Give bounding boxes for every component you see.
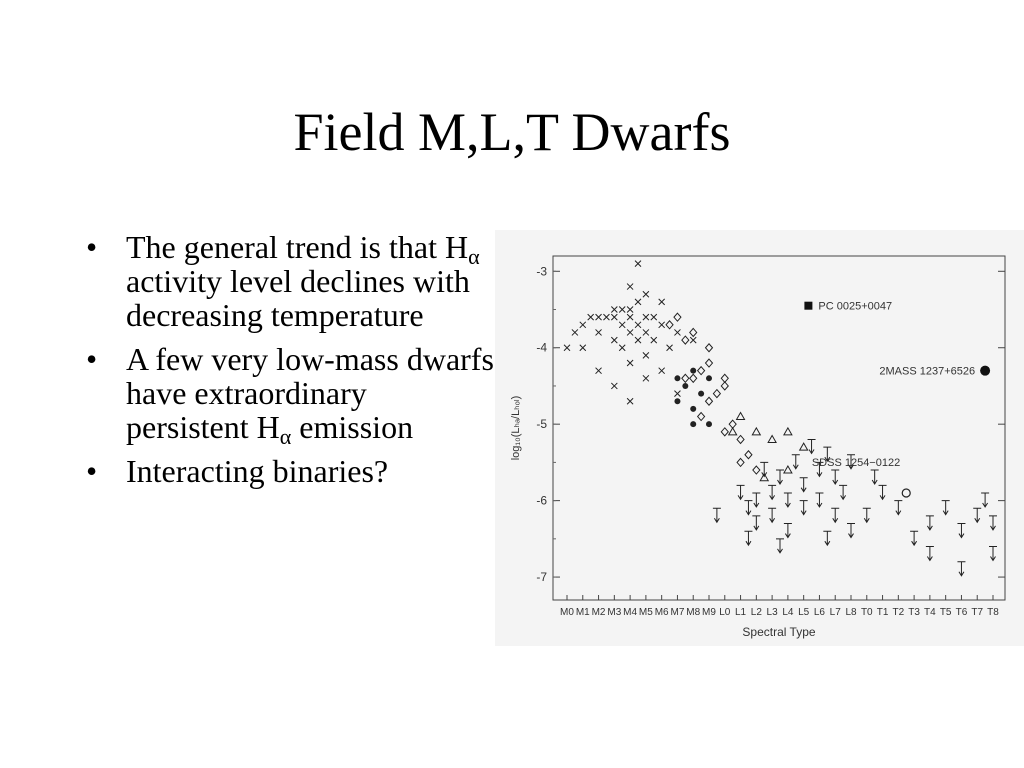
upper-limit-point [760, 462, 768, 476]
halpha-activity-chart [495, 230, 1024, 646]
x-tick-label: T2 [892, 607, 905, 618]
cross-point [635, 337, 641, 343]
filled-circle-point [706, 421, 712, 427]
x-tick-label: T3 [908, 607, 920, 618]
upper-limit-point [768, 485, 776, 499]
upper-limit-point [839, 485, 847, 499]
cross-point [596, 314, 602, 320]
cross-point [674, 329, 680, 335]
y-axis-label: log₁₀(Lₕₐ/Lₕₒₗ) [510, 395, 522, 461]
cross-point [659, 299, 665, 305]
upper-limit-point [879, 485, 887, 499]
filled-circle-point [698, 391, 704, 397]
diamond-point [721, 428, 728, 436]
bullet-dot: • [86, 229, 98, 265]
upper-limit-point [989, 546, 997, 560]
triangle-point [737, 413, 745, 420]
cross-point [643, 291, 649, 297]
annotation-2mass-1237: 2MASS 1237+6526 [879, 365, 976, 378]
diamond-point [682, 336, 689, 344]
diamond-point [682, 374, 689, 382]
upper-limit-point [957, 524, 965, 538]
cross-point [659, 322, 665, 328]
cross-point [627, 307, 633, 313]
cross-point [651, 314, 657, 320]
bullet-dot: • [86, 341, 98, 377]
upper-limit-point [973, 508, 981, 522]
filled-circle-point [674, 375, 680, 381]
upper-limit-point [831, 508, 839, 522]
bullet-text-tail: activity level declines with decreasing temperature [126, 263, 470, 333]
x-tick-label: L8 [845, 607, 857, 618]
upper-limit-point [744, 501, 752, 515]
cross-point [619, 322, 625, 328]
upper-limit-point [752, 493, 760, 507]
diamond-point [706, 359, 713, 367]
cross-point [627, 329, 633, 335]
annotation-pc-0025: PC 0025+0047 [818, 300, 893, 313]
cross-point [627, 314, 633, 320]
filled-circle-point [706, 375, 712, 381]
upper-limit-point [784, 524, 792, 538]
pc-0025-point [804, 302, 812, 310]
cross-point [651, 337, 657, 343]
cross-point [619, 307, 625, 313]
cross-point [596, 329, 602, 335]
x-tick-label: L6 [813, 607, 826, 618]
alpha-subscript: α [279, 424, 292, 449]
sdss-1254-point [902, 489, 910, 497]
cross-point [611, 383, 617, 389]
cross-point [667, 345, 673, 351]
cross-point [635, 299, 641, 305]
bullet-item [84, 454, 494, 488]
diamond-point [713, 390, 720, 398]
x-tick-label: T4 [924, 607, 936, 618]
cross-point [564, 345, 570, 351]
upper-limit-point [752, 516, 760, 530]
upper-limit-point [776, 539, 784, 553]
upper-limit-point [776, 470, 784, 484]
cross-point [627, 284, 633, 290]
x-tick-label: T0 [860, 607, 873, 618]
cross-point [627, 398, 633, 404]
upper-limit-point [713, 508, 721, 522]
cross-point [619, 345, 625, 351]
cross-point [643, 329, 649, 335]
cross-point [611, 337, 617, 343]
bullet-list [84, 230, 494, 498]
cross-point [572, 329, 578, 335]
upper-limit-point [744, 531, 752, 545]
upper-limit-point [815, 493, 823, 507]
upper-limit-point [800, 501, 808, 515]
cross-point [596, 368, 602, 374]
upper-limit-point [981, 493, 989, 507]
cross-point [690, 337, 696, 343]
y-tick-label: -4 [536, 340, 547, 355]
diamond-point [690, 328, 697, 336]
upper-limit-point [871, 470, 879, 484]
cross-point [635, 322, 641, 328]
bullet-item [84, 230, 494, 332]
upper-limit-point [737, 485, 745, 499]
x-tick-label: M6 [654, 607, 669, 618]
x-axis-label: Spectral Type [742, 625, 816, 639]
upper-limit-point [831, 470, 839, 484]
x-tick-label: L5 [798, 607, 810, 618]
bullet-text: The general trend is that H [126, 229, 469, 265]
cross-point [643, 375, 649, 381]
x-tick-label: L0 [719, 607, 731, 618]
x-tick-label: L7 [829, 607, 841, 618]
twomass-1237-point [980, 366, 990, 376]
diamond-point [666, 321, 673, 329]
triangle-point [800, 443, 808, 450]
filled-circle-point [690, 406, 696, 412]
x-tick-label: M9 [702, 607, 716, 618]
x-tick-label: L1 [734, 607, 747, 618]
triangle-point [768, 435, 776, 442]
y-tick-label: -7 [536, 570, 547, 585]
upper-limit-point [784, 493, 792, 507]
cross-point [580, 345, 586, 351]
x-tick-label: T5 [939, 607, 952, 618]
x-tick-label: T7 [971, 607, 984, 618]
triangle-point [784, 466, 792, 473]
cross-point [611, 307, 617, 313]
diamond-point [698, 413, 705, 421]
x-tick-label: M8 [686, 607, 701, 618]
upper-limit-point [808, 439, 816, 453]
upper-limit-point [823, 531, 831, 545]
x-tick-label: M0 [560, 607, 574, 618]
scanned-figure [495, 230, 1024, 646]
upper-limit-point [863, 508, 871, 522]
cross-point [580, 322, 586, 328]
bullet-dot: • [86, 453, 98, 489]
y-tick-label: -3 [536, 264, 547, 279]
x-tick-label: T1 [876, 607, 889, 618]
cross-point [643, 352, 649, 358]
cross-point [643, 314, 649, 320]
triangle-point [752, 428, 760, 435]
upper-limit-point [926, 546, 934, 560]
bullet-text: A few very low-mass dwarfs have extraordinary persistent H [126, 341, 494, 445]
x-tick-label: T6 [955, 607, 968, 618]
upper-limit-point [910, 531, 918, 545]
cross-point [674, 391, 680, 397]
alpha-subscript: α [468, 244, 480, 269]
upper-limit-point [894, 501, 902, 515]
diamond-point [721, 374, 728, 382]
upper-limit-point [926, 516, 934, 530]
diamond-point [706, 397, 713, 405]
x-tick-label: M4 [623, 607, 638, 618]
diamond-point [737, 458, 744, 466]
x-tick-label: T8 [987, 607, 999, 618]
x-tick-label: M1 [575, 607, 590, 618]
bullet-item [84, 341, 494, 449]
filled-circle-point [674, 398, 680, 404]
y-tick-label: -6 [536, 493, 547, 508]
upper-limit-point [989, 516, 997, 530]
diamond-point [745, 451, 752, 459]
x-tick-label: M7 [670, 607, 685, 618]
x-tick-label: L4 [782, 607, 794, 618]
cross-point [603, 314, 609, 320]
diamond-point [698, 367, 705, 375]
diamond-point [737, 435, 744, 443]
cross-point [635, 261, 641, 267]
x-tick-label: M3 [607, 607, 622, 618]
upper-limit-point [792, 455, 800, 469]
cross-point [627, 360, 633, 366]
cross-point [611, 314, 617, 320]
x-tick-label: M5 [638, 607, 653, 618]
filled-circle-point [690, 368, 696, 374]
cross-point [659, 368, 665, 374]
filled-circle-point [690, 421, 696, 427]
diamond-point [753, 466, 760, 474]
triangle-point [784, 428, 792, 435]
upper-limit-point [800, 478, 808, 492]
diamond-point [674, 313, 681, 321]
x-tick-label: L2 [750, 607, 762, 618]
slide-title: Field M,L,T Dwarfs [293, 102, 731, 162]
annotation-sdss-1254: SDSS 1254−0122 [811, 457, 901, 470]
upper-limit-point [847, 524, 855, 538]
upper-limit-point [768, 508, 776, 522]
x-tick-label: M2 [591, 607, 606, 618]
diamond-point [690, 374, 697, 382]
diamond-point [706, 344, 713, 352]
upper-limit-point [942, 501, 950, 515]
bullet-text-tail: emission [291, 409, 414, 445]
x-tick-label: L3 [766, 607, 778, 618]
cross-point [588, 314, 594, 320]
filled-circle-point [682, 383, 688, 389]
diamond-point [721, 382, 728, 390]
y-tick-label: -5 [536, 417, 547, 432]
upper-limit-point [957, 562, 965, 576]
bullet-text: Interacting binaries? [126, 453, 389, 489]
